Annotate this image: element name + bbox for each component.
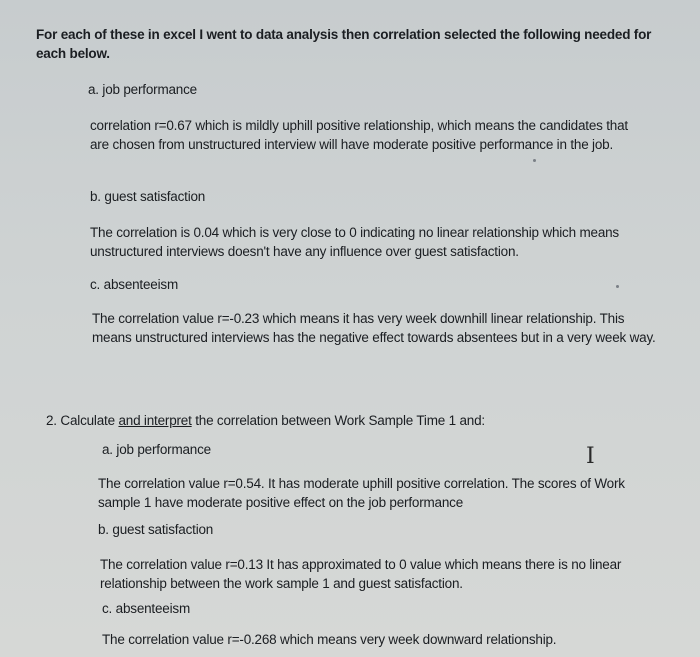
q2-prefix: 2. Calculate [46,413,119,428]
q2-underlined-terms: and interpret [118,413,192,428]
p2-c-heading: c. absenteeism [102,601,190,616]
text-cursor-icon: I [586,444,595,469]
p1-a-text: correlation r=0.67 which is mildly uphill positive relationship, which means the candidates that are chosen from unstructured interview will have moderate positive performance in the job. [90,118,628,152]
intro-text: For each of these in excel I went to data analysis then correlation selected the following needed for each below. [36,27,652,61]
p1-a-heading: a. job performance [88,82,197,97]
q2-suffix: the correlation between Work Sample Time 1 and: [191,413,485,428]
screen-speck [616,285,619,288]
p1-b-text: The correlation is 0.04 which is very close to 0 indicating no linear relationship which means unstructured interviews doesn't have any influence over guest satisfaction. [90,225,619,259]
p2-a-text: The correlation value r=0.54. It has moderate uphill positive correlation. The scores of Work sample 1 have moderate positive effect on the job performance [98,476,625,510]
p2-b-text: The correlation value r=0.13 It has approximated to 0 value which means there is no linear relationship between the work sample 1 and guest satisfaction. [100,557,622,591]
p1-b-heading: b. guest satisfaction [90,189,206,204]
screen-speck [533,159,536,162]
p1-c-heading: c. absenteeism [90,277,178,292]
p2-c-text: The correlation value r=-0.268 which means very week downward relationship. [102,632,557,647]
p2-b-heading: b. guest satisfaction [98,522,214,537]
p1-c-text: The correlation value r=-0.23 which means it has very week downhill linear relationship. This means unstructured interviews has the negative effect towards absentees but in a very week way. [92,311,656,345]
question-2-heading [46,411,666,430]
p2-a-heading: a. job performance [102,442,211,457]
